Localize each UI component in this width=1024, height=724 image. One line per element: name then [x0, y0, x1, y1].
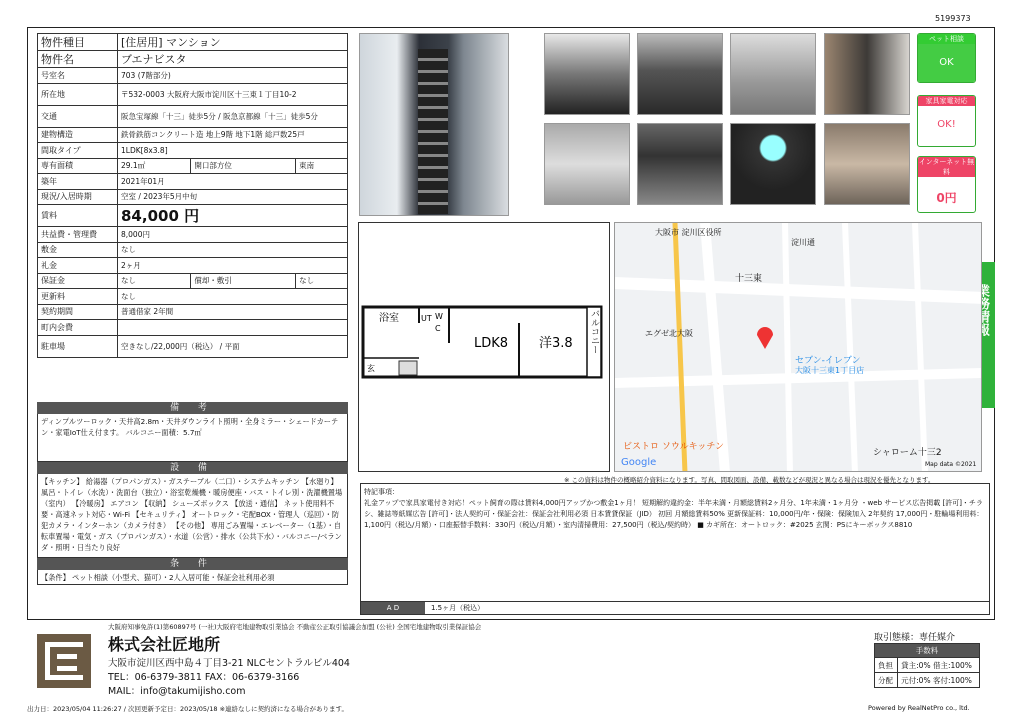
- free-internet-badge: インターネット無料 0円: [917, 156, 976, 213]
- spec-row: [38, 258, 348, 274]
- spec-value: 〒532-0003 大阪府大阪市淀川区十三東１丁目10-2: [118, 83, 348, 105]
- fee-table: 手数料 負担 貸主:0% 借主:100% 分配 元付:0% 客付:100%: [874, 643, 980, 688]
- ut-label: UT: [421, 314, 432, 323]
- spec-extra-label: 開口部方位: [191, 158, 296, 174]
- bathroom-photo: [730, 33, 816, 115]
- spec-row: [38, 242, 348, 258]
- torihiki-title: 取引態様：専任媒介: [874, 633, 956, 643]
- kitchen-photo: [637, 33, 723, 115]
- spec-label: 礼金: [38, 258, 118, 274]
- toilet-photo: [544, 123, 630, 205]
- spec-label: 所在地: [38, 83, 118, 105]
- spec-label: 間取タイプ: [38, 143, 118, 159]
- bath-label: 浴室: [379, 313, 399, 324]
- floorplan: [359, 223, 609, 471]
- spec-value: 2ヶ月: [118, 258, 348, 274]
- balcony-label: バルコニー: [589, 309, 599, 354]
- spec-row: [38, 51, 348, 68]
- company-mail: MAIL：info@takumijisho.com: [108, 686, 246, 697]
- spec-value: ブエナビスタ: [118, 51, 348, 68]
- biko-header: 備 考: [37, 402, 348, 414]
- spec-row: [38, 227, 348, 243]
- c-label: C: [435, 324, 441, 333]
- spec-value: なし: [118, 273, 191, 289]
- spec-row: [38, 83, 348, 105]
- w-label: W: [435, 312, 443, 321]
- spec-row: [38, 174, 348, 190]
- spec-label: 共益費・管理費: [38, 227, 118, 243]
- spec-row: [38, 105, 348, 127]
- spec-value: なし: [118, 242, 348, 258]
- spec-row: [38, 304, 348, 320]
- setsubi-text: 【キッチン】 給湯器（プロパンガス）・ガステーブル（二口）・システムキッチン 【水廻り】 風呂・トイレ（水洗）・洗面台（独立）・浴室乾燥機・暖房便座・バス・トイレ別・洗濯機置場（室内） 【冷暖房】 エアコン 【収納】 シューズボックス 【放送・通信】 ネット使用料不要・高速ネット対応・Wi-Fi 【セキュリティ】 オートロック・宅配BOX・管理人（巡回）・防犯カメラ・インターホン（カメラ付き） 【その他】 専用ごみ置場・エレベーター（1基）・自転車置場・電気・ガス（プロパンガス）・水道（公営）・排水（公共下水）・バルコニー/ベランダ・照明・日当たり良好: [37, 474, 348, 558]
- spec-extra-label: 償却・敷引: [191, 273, 296, 289]
- ad-row: A D 1.5ヶ月（税込）: [360, 601, 990, 615]
- spec-label: 建物構造: [38, 127, 118, 143]
- yo-label: 洋3.8: [539, 336, 573, 351]
- company-tel: TEL：06-6379-3811 FAX：06-6379-3166: [108, 672, 300, 683]
- biko-text: ディンプルツーロック・天井高2.8m・天井ダウンライト照明・全身ミラー・シェードカーテン・家電IoT仕え付ます。 バルコニー面積：5.7㎡: [37, 414, 348, 462]
- spec-row: [38, 158, 348, 174]
- spec-row: [38, 127, 348, 143]
- spec-label: 契約期間: [38, 304, 118, 320]
- license-line: 大阪府知事免許(1)第60897号 (一社)大阪府宅地建物取引業協会 不動産公正取引協議会加盟 (公社) 全国宅地建物取引業保証協会: [108, 623, 482, 631]
- document-id: 5199373: [935, 14, 971, 23]
- spec-label: 築年: [38, 174, 118, 190]
- spec-row: [38, 273, 348, 289]
- spec-label: 敷金: [38, 242, 118, 258]
- genkan-label: 玄: [367, 364, 375, 373]
- spec-row: [38, 335, 348, 357]
- company-name: 株式会社匠地所: [108, 635, 221, 654]
- spec-extra-value: なし: [296, 273, 348, 289]
- room-photo-1: [544, 33, 630, 115]
- washroom-photo: [730, 123, 816, 205]
- spec-label: 保証金: [38, 273, 118, 289]
- spec-label: 物件名: [38, 51, 118, 68]
- spec-row: [38, 289, 348, 305]
- spec-value: 空きなし/22,000円（税込） / 平面: [118, 335, 348, 357]
- spec-row: [38, 189, 348, 205]
- spec-value: 84,000 円: [118, 205, 348, 227]
- spec-label: 賃料: [38, 205, 118, 227]
- special-notes: 特記事項： 礼金アップで家具家電付き対応！ペット飼育の際は賃料4,000円アップかつ敷金1ヶ月！ 短期解約違約金：半年未満・月額総賃料2ヶ月分、1年未満・1ヶ月分 ・web サービス広告掲載 [許可]・チラシ、雑誌等紙媒広告 [許可]・法人契約可・保証会社：保証会社利用必須 日本賃貸保証（JID） 初回 月額総賃料50% 更新保証料：10,000円/年・保険：保険加入 2年契約 17,000円・駐輪場利用料：1,100円（税込/月額）・口座振替手数料：330円（税込/月額）・室内清掃費用：27,500円（税込/契約時） ■ カギ所在：オートロック：#2025 玄関：PSにキーボックス8810: [360, 483, 990, 615]
- spec-row: [38, 143, 348, 159]
- property-spec-table: [37, 33, 348, 358]
- spec-value: 普通借家 2年間: [118, 304, 348, 320]
- company-address: 大阪市淀川区西中島４丁目3-21 NLCセントラルビル404: [108, 658, 350, 669]
- pet-ok-badge: ペット相談 OK: [917, 33, 976, 83]
- spec-label: 駐車場: [38, 335, 118, 357]
- spec-value: 鉄骨鉄筋コンクリート造 地上9階 地下1階 総戸数25戸: [118, 127, 348, 143]
- spec-label: 号室名: [38, 68, 118, 84]
- spec-row: [38, 34, 348, 51]
- area-map: 大阪市 淀川区役所 淀川通 十三東 エグゼ北大阪 セブン-イレブン 大阪十三東1丁目店 ビストロ ソウルキッチン シャローム十三2 Map data ©2021 Google: [614, 222, 982, 472]
- map-note: ※ この資料は物件の概略紹介資料になります。写真、間取図面、設備、載数などが現況と異なる場合は現況を優先となります。: [564, 476, 935, 484]
- spec-label: 町内会費: [38, 320, 118, 336]
- spec-value: 8,000円: [118, 227, 348, 243]
- spec-value: なし: [118, 289, 348, 305]
- notes-section: [37, 402, 348, 585]
- spec-value: 1LDK[8x3.8]: [118, 143, 348, 159]
- spec-value: 空室 / 2023年5月中旬: [118, 189, 348, 205]
- floorplan-frame: [358, 222, 610, 472]
- entrance-photo: [824, 33, 910, 115]
- spec-row: [38, 320, 348, 336]
- building-photo: [359, 33, 509, 216]
- spec-value: 703 (7階部分): [118, 68, 348, 84]
- spec-label: 現況/入居時期: [38, 189, 118, 205]
- spec-value: 2021年01月: [118, 174, 348, 190]
- spec-label: 交通: [38, 105, 118, 127]
- spec-value: 阪急宝塚線「十三」徒歩5分 / 阪急京都線「十三」徒歩5分: [118, 105, 348, 127]
- hallway-photo: [824, 123, 910, 205]
- joken-header: 条 件: [37, 558, 348, 570]
- company-logo: [37, 634, 91, 688]
- furnished-badge: 家具家電対応 OK!: [917, 95, 976, 147]
- powered-by: Powered by RealNetPro co., ltd.: [868, 704, 970, 712]
- output-line: 出力日：2023/05/04 11:26:27 / 次回更新予定日：2023/05/18 ※連絡なしに契約済になる場合があります。: [27, 705, 349, 713]
- spec-row: [38, 205, 348, 227]
- spec-value: [住居用] マンション: [118, 34, 348, 51]
- spec-value: [118, 320, 348, 336]
- ldk-label: LDK8: [474, 336, 509, 351]
- joken-text: 【条件】 ペット相談（小型犬、猫可）・2人入居可能・保証会社利用必須: [37, 570, 348, 585]
- spec-label: 物件種目: [38, 34, 118, 51]
- spec-label: 専有面積: [38, 158, 118, 174]
- balcony-photo: [637, 123, 723, 205]
- spec-label: 更新料: [38, 289, 118, 305]
- spec-extra-value: 東南: [296, 158, 348, 174]
- spec-value: 29.1㎡: [118, 158, 191, 174]
- spec-row: [38, 68, 348, 84]
- setsubi-header: 設 備: [37, 462, 348, 474]
